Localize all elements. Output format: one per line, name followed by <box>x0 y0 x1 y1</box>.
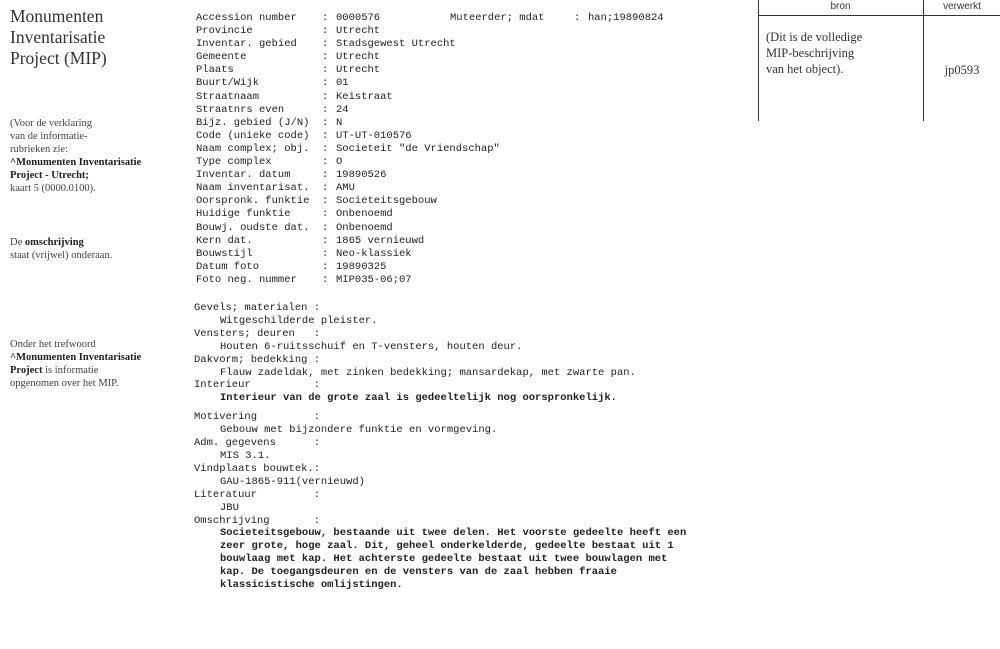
field-value: Utrecht <box>336 25 381 38</box>
mutator-field <box>450 12 664 25</box>
section-text: zeer grote, hoge zaal. Dit, geheel onderkelderde, gedeelte bestaat uit 1 <box>220 540 674 553</box>
field-colon: : <box>322 12 329 24</box>
section-heading: Interieur : <box>194 379 321 392</box>
field-value: 01 <box>336 77 349 90</box>
field-row <box>196 222 500 235</box>
field-row <box>196 208 500 221</box>
field-label: Naam inventarisat. <box>196 182 310 195</box>
field-label: Type complex <box>196 156 272 169</box>
section-text: bouwlaag met kap. Het achterste gedeelte bestaat uit twee bouwlagen met <box>220 553 668 566</box>
description-section <box>194 489 686 515</box>
field-colon: : <box>322 182 329 195</box>
description-note <box>10 236 175 262</box>
description-section <box>194 437 686 463</box>
field-label: Datum foto <box>196 260 260 273</box>
field-row <box>196 51 500 64</box>
section-heading: Motivering : <box>194 411 321 424</box>
field-label: Straatnaam <box>196 90 260 103</box>
section-text: Houten 6-ruitsschuif en T-vensters, houten deur. <box>220 340 523 353</box>
field-colon: : <box>322 25 329 38</box>
field-colon: : <box>574 12 581 24</box>
field-label: Code (unieke code) <box>196 129 310 142</box>
field-colon: : <box>322 77 329 90</box>
field-value: 19890526 <box>336 169 387 182</box>
section-text: Flauw zadeldak, met zinken bedekking; mansardekap, met zwarte pan. <box>220 366 636 379</box>
field-label: Bouwj. oudste dat. <box>196 221 310 234</box>
description-line: MIP-beschrijving <box>766 46 855 60</box>
field-value: Onbenoemd <box>336 208 393 221</box>
note-line: staat (vrijwel) onderaan. <box>10 250 113 261</box>
note-text: De <box>10 237 25 248</box>
table-border <box>758 0 759 121</box>
section-text: Interieur van de grote zaal is gedeeltelijk nog oorspronkelijk. <box>220 392 617 405</box>
source-table <box>758 0 1000 121</box>
field-value: Societeitsgebouw <box>336 195 437 208</box>
description-section <box>194 328 686 354</box>
field-value: Onbenoemd <box>336 221 393 234</box>
section-text: GAU-1865-911(vernieuwd) <box>220 475 365 488</box>
field-colon: : <box>322 116 329 129</box>
field-colon: : <box>322 129 329 142</box>
note-line: Onder het trefwoord <box>10 339 96 350</box>
explanation-note <box>10 117 175 195</box>
field-colon: : <box>322 90 329 103</box>
note-text: is informatie <box>42 365 99 376</box>
field-value: 0000576 <box>336 12 381 24</box>
description-section <box>194 302 686 328</box>
section-text: Gebouw met bijzondere funktie en vormgeving. <box>220 424 498 437</box>
note-line: rubrieken zie: <box>10 144 69 155</box>
section-heading: Gevels; materialen : <box>194 302 321 314</box>
section-heading: Omschrijving : <box>194 514 321 527</box>
field-value: 24 <box>336 103 349 116</box>
field-row <box>196 248 500 261</box>
section-text: kap. De toegangsdeuren en de vensters van de zaal hebben fraaie <box>220 566 617 579</box>
field-label: Inventar. datum <box>196 169 291 182</box>
description-section <box>194 411 686 437</box>
keyword-link[interactable]: ^Monumenten Inventarisatie <box>10 352 142 363</box>
title-line-1: Monumenten <box>10 6 104 26</box>
section-heading: Vindplaats bouwtek.: <box>194 462 321 475</box>
field-label: Gemeente <box>196 51 247 64</box>
title-line-3: Project (MIP) <box>10 48 107 68</box>
description-line: (Dit is de volledige <box>766 30 863 44</box>
field-label: Straatnrs even <box>196 103 285 116</box>
note-line: (Voor de verklaring <box>10 118 93 129</box>
field-value: O <box>336 156 343 169</box>
keyword-link[interactable]: Project <box>10 365 43 376</box>
field-colon: : <box>322 247 329 260</box>
field-row <box>196 38 500 51</box>
field-colon: : <box>322 221 329 234</box>
field-value: Neo-klassiek <box>336 247 412 260</box>
description-section <box>194 379 686 411</box>
field-value: han;19890824 <box>588 12 664 24</box>
field-row <box>196 130 500 143</box>
field-value: Utrecht <box>336 51 381 64</box>
field-row <box>196 91 500 104</box>
section-text: klassicistische omlijstingen. <box>220 579 403 592</box>
reference-link[interactable]: ^Monumenten Inventarisatie <box>10 157 142 168</box>
field-value: UT-UT-010576 <box>336 129 412 142</box>
field-row <box>196 195 500 208</box>
record-fields <box>196 12 500 287</box>
field-label: Bijz. gebied (J/N) <box>196 116 310 129</box>
description-section <box>194 515 686 592</box>
field-label: Muteerder; mdat <box>450 12 545 24</box>
field-label: Kern dat. <box>196 234 253 247</box>
processed-code: jp0593 <box>944 63 980 77</box>
note-line: opgenomen over het MIP. <box>10 378 119 389</box>
field-value: Stadsgewest Utrecht <box>336 38 456 51</box>
field-row <box>196 143 500 156</box>
field-colon: : <box>322 142 329 155</box>
field-value: Keistraat <box>336 90 393 103</box>
field-row <box>196 104 500 117</box>
field-colon: : <box>322 208 329 221</box>
field-row <box>196 182 500 195</box>
field-value: AMU <box>336 182 355 195</box>
field-value: Utrecht <box>336 64 381 77</box>
field-label: Plaats <box>196 64 234 77</box>
description-section <box>194 463 686 489</box>
field-row <box>196 64 500 77</box>
field-value: 1865 vernieuwd <box>336 234 425 247</box>
description-section <box>194 354 686 380</box>
table-border <box>923 0 924 121</box>
keyword-note <box>10 338 175 390</box>
field-colon: : <box>322 156 329 169</box>
field-label: Huidige funktie <box>196 208 291 221</box>
field-label: Inventar. gebied <box>196 38 297 51</box>
description-sections <box>194 302 686 592</box>
field-label: Accession number <box>196 12 297 24</box>
description-line: van het object). <box>766 62 844 76</box>
field-colon: : <box>322 64 329 77</box>
field-colon: : <box>322 38 329 51</box>
field-label: Oorspronk. funktie <box>196 195 310 208</box>
reference-link[interactable]: Project - Utrecht; <box>10 170 89 181</box>
field-label: Buurt/Wijk <box>196 77 260 90</box>
section-text: Societeitsgebouw, bestaande uit twee delen. Het voorste gedeelte heeft een <box>220 527 687 540</box>
section-heading: Dakvorm; bedekking : <box>194 353 321 366</box>
field-colon: : <box>322 195 329 208</box>
section-heading: Vensters; deuren : <box>194 327 321 340</box>
section-text: JBU <box>220 501 239 514</box>
note-line: van de informatie- <box>10 131 88 142</box>
field-row <box>196 117 500 130</box>
field-label: Bouwstijl <box>196 247 253 260</box>
field-value: N <box>336 116 343 129</box>
field-colon: : <box>322 234 329 247</box>
section-heading: Literatuur : <box>194 488 321 501</box>
field-value: MIP035-06;07 <box>336 273 412 286</box>
field-colon: : <box>322 273 329 286</box>
section-text: Witgeschilderde pleister. <box>220 314 378 327</box>
title-line-2: Inventarisatie <box>10 27 106 47</box>
section-heading: Adm. gegevens : <box>194 437 321 450</box>
field-row <box>196 274 500 287</box>
field-colon: : <box>322 51 329 64</box>
field-row <box>196 235 500 248</box>
field-label: Provincie <box>196 25 253 38</box>
field-colon: : <box>322 103 329 116</box>
table-border <box>758 15 1000 16</box>
field-row <box>196 261 500 274</box>
field-colon: : <box>322 169 329 182</box>
field-value: Societeit "de Vriendschap" <box>336 142 500 155</box>
column-header-verwerkt: verwerkt <box>943 1 981 12</box>
note-bold: omschrijving <box>24 237 84 248</box>
document-title <box>10 6 170 69</box>
section-text: MIS 3.1. <box>220 449 271 462</box>
field-row <box>196 25 500 38</box>
field-label: Foto neg. nummer <box>196 273 297 286</box>
column-header-bron: bron <box>830 1 851 12</box>
field-row <box>196 77 500 90</box>
field-colon: : <box>322 260 329 273</box>
source-description <box>766 29 916 77</box>
field-row <box>196 169 500 182</box>
field-value: 19890325 <box>336 260 387 273</box>
field-row <box>196 156 500 169</box>
note-line: kaart 5 (0000.0100). <box>10 183 96 194</box>
field-label: Naam complex; obj. <box>196 142 310 155</box>
